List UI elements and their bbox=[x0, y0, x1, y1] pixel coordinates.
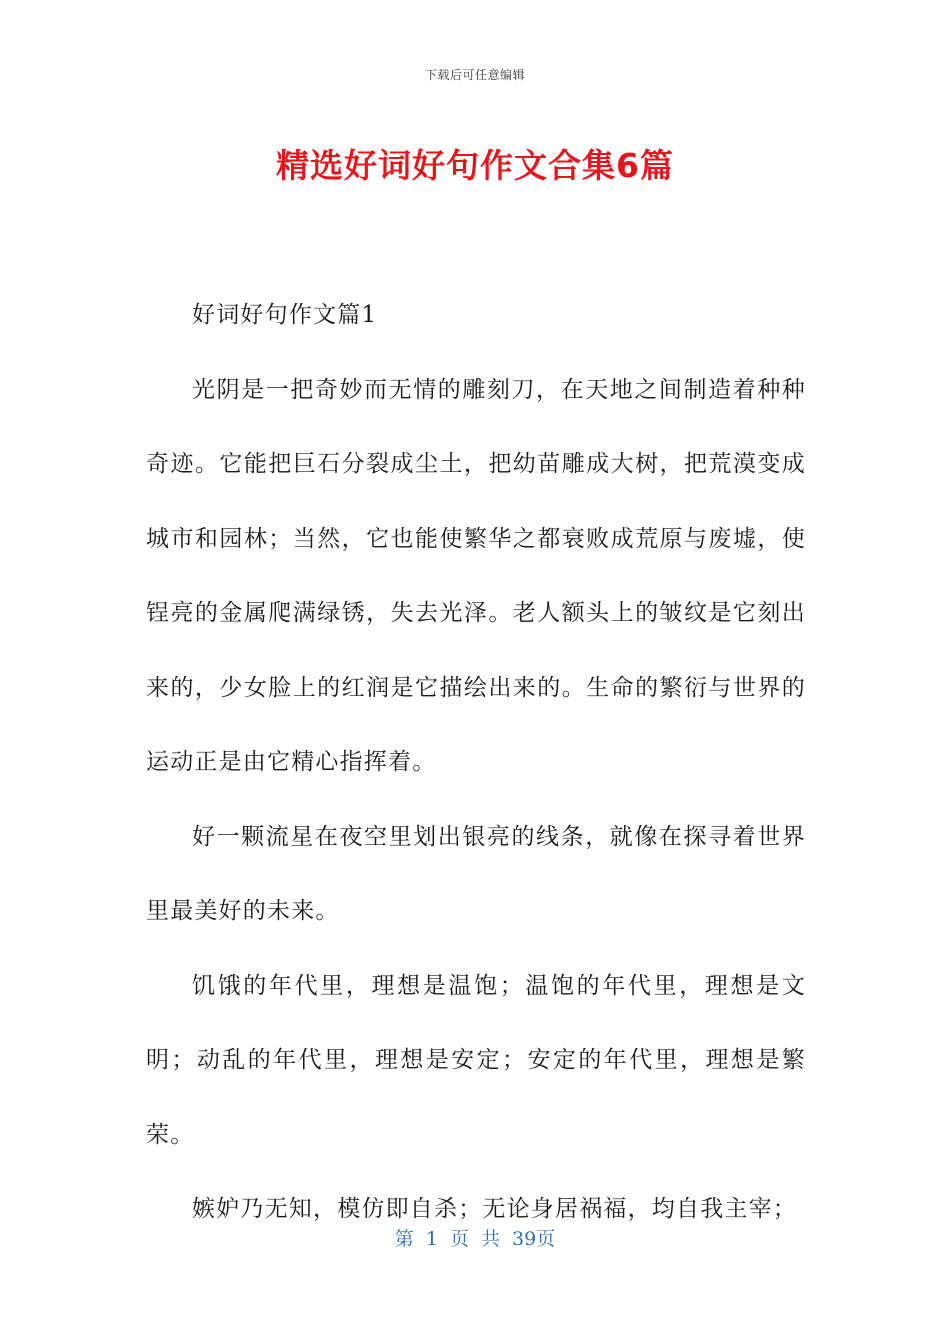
header-note: 下载后可任意编辑 bbox=[424, 68, 525, 82]
document-title: 精选好词好句作文合集6篇 bbox=[276, 146, 674, 185]
paragraph: 光阴是一把奇妙而无情的雕刻刀，在天地之间制造着种种奇迹。它能把巨石分裂成尘土，把幼苗雕成大树，把荒漠变成城市和园林；当然，它也能使繁华之都衰败成荒原与废墟，使锃亮的金属爬满绿锈，失去光泽。老人额头上的皱纹是它刻出来的，少女脸上的红润是它描绘出来的。生命的繁衍与世界的运动正是由它精心指挥着。 bbox=[146, 376, 806, 775]
paragraph: 嫉妒乃无知，模仿即自杀；无论身居祸福，均自我主宰； bbox=[192, 1196, 797, 1222]
page-indicator: 第 1 页 共 39页 bbox=[394, 1228, 556, 1250]
paragraph: 好一颗流星在夜空里划出银亮的线条，就像在探寻着世界里最美好的未来。 bbox=[146, 823, 806, 924]
paragraph: 饥饿的年代里，理想是温饱；温饱的年代里，理想是文明；动乱的年代里，理想是安定；安定的年代里，理想是繁荣。 bbox=[146, 972, 806, 1148]
document-body bbox=[146, 278, 806, 1247]
section-heading: 好词好句作文篇1 bbox=[192, 302, 378, 328]
